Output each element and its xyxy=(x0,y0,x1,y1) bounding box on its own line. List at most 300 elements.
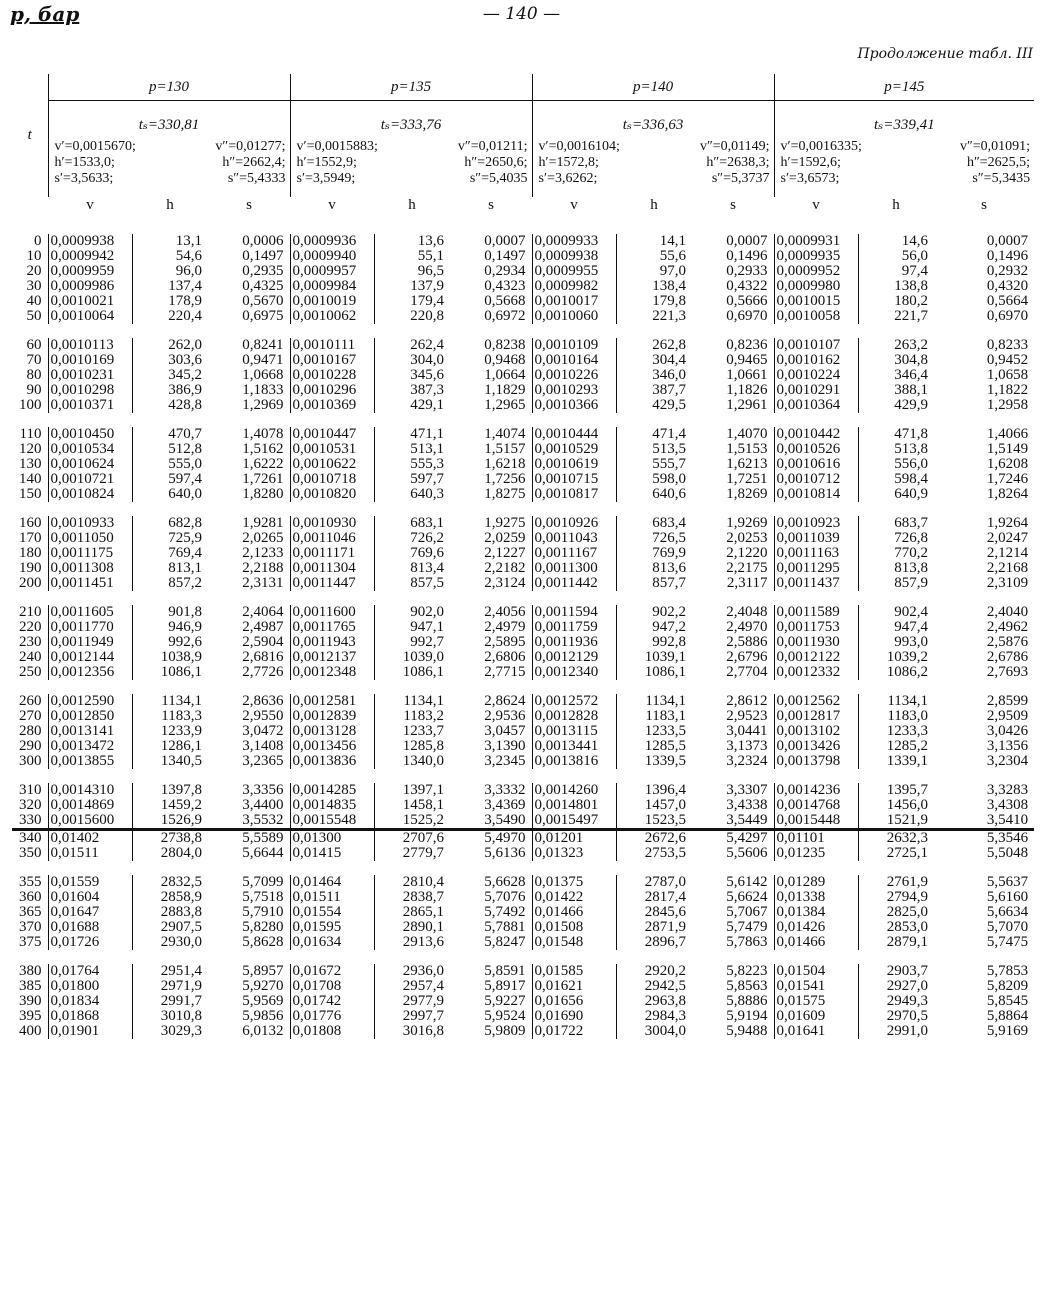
enthalpy-cell: 1459,2 xyxy=(160,797,202,813)
enthalpy-cell: 387,7 xyxy=(652,382,687,398)
enthalpy-cell: 3010,8 xyxy=(160,1008,202,1024)
entropy-cell: 0,1497 xyxy=(208,249,290,264)
specific-volume-cell: 0,0011171 xyxy=(290,546,374,561)
enthalpy-cell: 947,2 xyxy=(652,619,687,635)
temperature-cell: 365 xyxy=(12,905,48,920)
enthalpy-cell: 1285,5 xyxy=(644,738,687,754)
entropy-cell: 0,9468 xyxy=(450,353,532,368)
specific-volume-cell: 0,0011304 xyxy=(290,561,374,576)
saturation-value: h″=2662,4; xyxy=(222,155,286,170)
specific-volume-cell: 0,0010296 xyxy=(290,383,374,398)
enthalpy-cell: 2865,1 xyxy=(402,904,445,920)
specific-volume-cell: 0,0015448 xyxy=(774,813,858,830)
entropy-cell: 1,0664 xyxy=(450,368,532,383)
specific-volume-cell: 0,0012581 xyxy=(290,694,374,709)
entropy-cell: 0,1496 xyxy=(692,249,774,264)
entropy-cell: 5,8864 xyxy=(986,1008,1029,1024)
entropy-cell: 0,6975 xyxy=(208,309,290,324)
column-label-h: h xyxy=(650,197,658,213)
enthalpy-cell: 428,8 xyxy=(168,397,202,413)
specific-volume-cell: 0,0010169 xyxy=(48,353,132,368)
entropy-cell: 0,0006 xyxy=(208,234,290,249)
entropy-cell: 1,7251 xyxy=(692,472,774,487)
group-spacer xyxy=(12,324,1034,338)
entropy-cell: 1,1826 xyxy=(692,383,774,398)
entropy-cell: 1,4078 xyxy=(208,427,290,442)
entropy-cell: 2,7693 xyxy=(986,664,1029,680)
group-spacer xyxy=(12,861,1034,875)
specific-volume-cell: 0,01466 xyxy=(774,935,858,950)
entropy-cell: 1,2965 xyxy=(450,398,532,413)
enthalpy-cell: 1134,1 xyxy=(161,693,202,709)
temperature-cell: 350 xyxy=(12,846,48,861)
entropy-cell: 5,8957 xyxy=(208,964,290,979)
entropy-cell: 1,1833 xyxy=(208,383,290,398)
specific-volume-cell: 0,0012137 xyxy=(290,650,374,665)
specific-volume-cell: 0,0012356 xyxy=(48,665,132,680)
entropy-cell: 3,1356 xyxy=(986,738,1029,754)
table-row xyxy=(12,546,1034,561)
entropy-cell: 2,2182 xyxy=(450,561,532,576)
table-row xyxy=(12,739,1034,754)
entropy-cell: 0,5668 xyxy=(450,294,532,309)
specific-volume-cell: 0,01541 xyxy=(774,979,858,994)
enthalpy-cell: 1456,0 xyxy=(886,797,929,813)
enthalpy-cell: 13,1 xyxy=(175,233,202,249)
specific-volume-cell: 0,0011295 xyxy=(774,561,858,576)
specific-volume-cell: 0,0010447 xyxy=(290,427,374,442)
entropy-cell: 5,7863 xyxy=(692,935,774,950)
enthalpy-cell: 640,9 xyxy=(894,486,929,502)
page-number: — 140 — xyxy=(482,4,561,24)
entropy-cell: 5,7910 xyxy=(208,905,290,920)
enthalpy-cell: 1134,1 xyxy=(645,693,687,709)
table-row xyxy=(12,709,1034,724)
specific-volume-cell: 0,0010926 xyxy=(532,516,616,531)
enthalpy-cell: 97,0 xyxy=(659,263,687,279)
enthalpy-cell: 346,4 xyxy=(894,367,929,383)
entropy-cell: 1,6218 xyxy=(450,457,532,472)
specific-volume-cell: 0,01511 xyxy=(48,846,132,861)
specific-volume-cell: 0,0010226 xyxy=(532,368,616,383)
specific-volume-cell: 0,0010021 xyxy=(48,294,132,309)
enthalpy-cell: 1038,9 xyxy=(160,649,202,665)
entropy-cell: 2,4979 xyxy=(450,620,532,635)
specific-volume-cell: 0,0012562 xyxy=(774,694,858,709)
entropy-cell: 0,4323 xyxy=(450,279,532,294)
table-row xyxy=(12,754,1034,769)
entropy-cell: 2,1227 xyxy=(450,546,532,561)
entropy-cell: 2,3117 xyxy=(692,576,774,591)
enthalpy-cell: 1526,9 xyxy=(160,812,202,828)
saturation-value: s″=5,4333 xyxy=(227,171,286,186)
specific-volume-cell: 0,01688 xyxy=(48,920,132,935)
enthalpy-cell: 512,8 xyxy=(168,441,202,457)
enthalpy-cell: 2957,4 xyxy=(402,978,445,994)
entropy-cell: 3,2345 xyxy=(450,754,532,769)
entropy-cell: 5,4970 xyxy=(450,830,532,847)
enthalpy-cell: 304,0 xyxy=(410,352,445,368)
entropy-cell: 3,4369 xyxy=(450,798,532,813)
enthalpy-cell: 387,3 xyxy=(410,382,445,398)
specific-volume-cell: 0,0012839 xyxy=(290,709,374,724)
temperature-cell: 355 xyxy=(12,875,48,890)
column-label-v: v xyxy=(812,197,820,213)
saturation-temperature: tₛ=336,63 xyxy=(532,101,774,140)
table-row xyxy=(12,920,1034,935)
table-row xyxy=(12,979,1034,994)
enthalpy-cell: 2672,6 xyxy=(616,830,692,847)
group-spacer xyxy=(12,413,1034,427)
specific-volume-cell: 0,0013128 xyxy=(290,724,374,739)
enthalpy-cell: 857,9 xyxy=(894,575,929,591)
entropy-cell: 5,7099 xyxy=(208,875,290,890)
specific-volume-cell: 0,0010930 xyxy=(290,516,374,531)
saturation-value: h′=1592,6; xyxy=(780,155,841,170)
entropy-cell: 0,2933 xyxy=(692,264,774,279)
entropy-cell: 2,5895 xyxy=(450,635,532,650)
specific-volume-cell: 0,0009940 xyxy=(290,249,374,264)
enthalpy-cell: 386,9 xyxy=(168,382,202,398)
specific-volume-cell: 0,0013855 xyxy=(48,754,132,769)
temperature-cell: 120 xyxy=(12,442,48,457)
temperature-cell: 90 xyxy=(12,383,48,398)
temperature-cell: 140 xyxy=(12,472,48,487)
entropy-cell: 3,0441 xyxy=(692,724,774,739)
enthalpy-cell: 857,2 xyxy=(168,575,202,591)
enthalpy-cell: 180,2 xyxy=(894,293,929,309)
temperature-cell: 210 xyxy=(12,605,48,620)
specific-volume-cell: 0,0009982 xyxy=(532,279,616,294)
table-row xyxy=(12,561,1034,576)
enthalpy-cell: 992,6 xyxy=(168,634,202,650)
entropy-cell: 1,2961 xyxy=(692,398,774,413)
specific-volume-cell: 0,0013426 xyxy=(774,739,858,754)
enthalpy-cell: 1395,7 xyxy=(886,782,929,798)
pressure-header: p=140 xyxy=(532,74,774,101)
enthalpy-cell: 221,7 xyxy=(894,308,929,324)
entropy-cell: 5,9270 xyxy=(208,979,290,994)
enthalpy-cell: 2936,0 xyxy=(402,963,445,979)
specific-volume-cell: 0,0010444 xyxy=(532,427,616,442)
entropy-cell: 3,0472 xyxy=(208,724,290,739)
enthalpy-cell: 346,0 xyxy=(652,367,687,383)
entropy-cell: 1,6208 xyxy=(986,456,1029,472)
pressure-header: p=145 xyxy=(774,74,1034,101)
temperature-cell: 60 xyxy=(12,338,48,353)
entropy-cell: 5,9194 xyxy=(692,1009,774,1024)
entropy-cell: 2,2175 xyxy=(692,561,774,576)
specific-volume-cell: 0,0010534 xyxy=(48,442,132,457)
entropy-cell: 5,7853 xyxy=(986,963,1029,979)
temperature-cell: 220 xyxy=(12,620,48,635)
entropy-cell: 1,5149 xyxy=(986,441,1029,457)
specific-volume-cell: 0,01585 xyxy=(532,964,616,979)
entropy-cell: 2,6786 xyxy=(986,649,1029,665)
enthalpy-cell: 726,5 xyxy=(652,530,687,546)
temperature-cell: 380 xyxy=(12,964,48,979)
enthalpy-cell: 138,4 xyxy=(652,278,687,294)
specific-volume-cell: 0,0014835 xyxy=(290,798,374,813)
temperature-cell: 180 xyxy=(12,546,48,561)
enthalpy-cell: 902,0 xyxy=(410,604,445,620)
specific-volume-cell: 0,0010820 xyxy=(290,487,374,502)
specific-volume-cell: 0,0014285 xyxy=(290,783,374,798)
enthalpy-cell: 2913,6 xyxy=(402,934,445,950)
saturation-value: v′=0,0015670; xyxy=(54,139,136,154)
enthalpy-cell: 947,4 xyxy=(894,619,929,635)
enthalpy-cell: 2761,9 xyxy=(886,874,929,890)
enthalpy-cell: 992,8 xyxy=(652,634,687,650)
entropy-cell: 2,4962 xyxy=(986,619,1029,635)
enthalpy-cell: 2949,3 xyxy=(886,993,929,1009)
table-row xyxy=(12,694,1034,709)
temperature-cell: 280 xyxy=(12,724,48,739)
entropy-cell: 1,6222 xyxy=(208,457,290,472)
entropy-cell: 2,6796 xyxy=(692,650,774,665)
enthalpy-cell: 1233,7 xyxy=(402,723,445,739)
specific-volume-cell: 0,0011442 xyxy=(532,576,616,591)
enthalpy-cell: 262,4 xyxy=(410,337,445,353)
enthalpy-cell: 640,6 xyxy=(652,486,687,502)
enthalpy-cell: 304,8 xyxy=(894,352,929,368)
entropy-cell: 1,0668 xyxy=(208,368,290,383)
entropy-cell: 3,1373 xyxy=(692,739,774,754)
entropy-cell: 3,4338 xyxy=(692,798,774,813)
subheader-blank xyxy=(12,197,48,214)
specific-volume-cell: 0,0012828 xyxy=(532,709,616,724)
group-spacer xyxy=(12,214,1034,234)
specific-volume-cell: 0,0011759 xyxy=(532,620,616,635)
enthalpy-cell: 857,5 xyxy=(410,575,445,591)
temperature-cell: 10 xyxy=(12,249,48,264)
enthalpy-cell: 640,3 xyxy=(410,486,445,502)
steam-properties-table xyxy=(12,74,1034,1039)
specific-volume-cell: 0,0014801 xyxy=(532,798,616,813)
specific-volume-cell: 0,0011039 xyxy=(774,531,858,546)
specific-volume-cell: 0,0009959 xyxy=(48,264,132,279)
table-row xyxy=(12,457,1034,472)
entropy-cell: 2,7704 xyxy=(692,665,774,680)
enthalpy-cell: 1340,5 xyxy=(160,753,202,769)
specific-volume-cell: 0,0011046 xyxy=(290,531,374,546)
entropy-cell: 5,9856 xyxy=(208,1009,290,1024)
specific-volume-cell: 0,01422 xyxy=(532,890,616,905)
specific-volume-cell: 0,0010164 xyxy=(532,353,616,368)
entropy-cell: 2,3124 xyxy=(450,576,532,591)
entropy-cell: 2,5886 xyxy=(692,635,774,650)
enthalpy-cell: 1340,0 xyxy=(402,753,445,769)
specific-volume-cell: 0,0009984 xyxy=(290,279,374,294)
saturation-value: v′=0,0016335; xyxy=(780,139,862,154)
specific-volume-cell: 0,01559 xyxy=(48,875,132,890)
specific-volume-cell: 0,0010933 xyxy=(48,516,132,531)
entropy-cell: 5,7070 xyxy=(986,919,1029,935)
specific-volume-cell: 0,0010113 xyxy=(48,338,132,353)
specific-volume-cell: 0,01726 xyxy=(48,935,132,950)
table-row xyxy=(12,605,1034,620)
specific-volume-cell: 0,0012590 xyxy=(48,694,132,709)
entropy-cell: 5,7881 xyxy=(450,920,532,935)
enthalpy-cell: 1039,0 xyxy=(402,649,445,665)
enthalpy-cell: 13,6 xyxy=(417,233,445,249)
column-label-v: v xyxy=(570,197,578,213)
enthalpy-cell: 682,8 xyxy=(168,515,202,531)
enthalpy-cell: 1457,0 xyxy=(644,797,687,813)
enthalpy-cell: 555,7 xyxy=(652,456,687,472)
specific-volume-cell: 0,01235 xyxy=(774,846,858,861)
entropy-cell: 0,9465 xyxy=(692,353,774,368)
entropy-cell: 2,4056 xyxy=(450,605,532,620)
specific-volume-cell: 0,0010162 xyxy=(774,353,858,368)
enthalpy-cell: 1286,1 xyxy=(160,738,202,754)
enthalpy-cell: 1525,2 xyxy=(402,812,445,828)
saturation-properties xyxy=(290,139,532,197)
enthalpy-cell: 555,0 xyxy=(168,456,202,472)
enthalpy-cell: 1339,1 xyxy=(886,753,929,769)
group-spacer xyxy=(12,769,1034,783)
specific-volume-cell: 0,0010369 xyxy=(290,398,374,413)
enthalpy-cell: 902,4 xyxy=(894,604,929,620)
specific-volume-cell: 0,0010814 xyxy=(774,487,858,502)
column-label-s: s xyxy=(730,197,736,213)
specific-volume-cell: 0,0012144 xyxy=(48,650,132,665)
enthalpy-cell: 513,1 xyxy=(410,441,445,457)
specific-volume-cell: 0,0013456 xyxy=(290,739,374,754)
enthalpy-cell: 2991,0 xyxy=(886,1023,929,1039)
enthalpy-cell: 2977,9 xyxy=(402,993,445,1009)
enthalpy-cell: 1183,0 xyxy=(887,708,929,724)
specific-volume-cell: 0,01402 xyxy=(48,830,132,847)
specific-volume-cell: 0,0010824 xyxy=(48,487,132,502)
specific-volume-cell: 0,01201 xyxy=(532,830,616,847)
specific-volume-cell: 0,0011050 xyxy=(48,531,132,546)
saturation-temperature: tₛ=330,81 xyxy=(138,116,200,133)
table-row xyxy=(12,830,1034,847)
specific-volume-cell: 0,0011943 xyxy=(290,635,374,650)
specific-volume-cell: 0,0011447 xyxy=(290,576,374,591)
specific-volume-cell: 0,01101 xyxy=(774,830,858,847)
temperature-cell: 300 xyxy=(12,754,48,769)
entropy-cell: 3,3283 xyxy=(986,782,1029,798)
entropy-cell: 3,3356 xyxy=(208,783,290,798)
specific-volume-cell: 0,0011589 xyxy=(774,605,858,620)
enthalpy-cell: 2632,3 xyxy=(858,830,934,847)
enthalpy-cell: 137,4 xyxy=(168,278,202,294)
specific-volume-cell: 0,0010712 xyxy=(774,472,858,487)
enthalpy-cell: 2890,1 xyxy=(402,919,445,935)
entropy-cell: 2,4040 xyxy=(986,604,1029,620)
specific-volume-cell: 0,01554 xyxy=(290,905,374,920)
enthalpy-cell: 1285,2 xyxy=(886,738,929,754)
specific-volume-cell: 0,0011949 xyxy=(48,635,132,650)
entropy-cell: 1,0661 xyxy=(692,368,774,383)
table-row xyxy=(12,531,1034,546)
enthalpy-cell: 813,6 xyxy=(652,560,687,576)
saturation-value: s′=3,6262; xyxy=(538,171,598,186)
specific-volume-cell: 0,01868 xyxy=(48,1009,132,1024)
table-row xyxy=(12,279,1034,294)
entropy-cell: 5,7479 xyxy=(692,920,774,935)
enthalpy-cell: 947,1 xyxy=(410,619,445,635)
entropy-cell: 5,6142 xyxy=(692,875,774,890)
specific-volume-cell: 0,0013836 xyxy=(290,754,374,769)
saturation-value: s″=5,4035 xyxy=(469,171,528,186)
saturation-value: h′=1572,8; xyxy=(538,155,599,170)
enthalpy-cell: 470,7 xyxy=(168,426,202,442)
entropy-cell: 0,2934 xyxy=(450,264,532,279)
entropy-cell: 0,5670 xyxy=(208,294,290,309)
enthalpy-cell: 97,4 xyxy=(901,263,929,279)
specific-volume-cell: 0,0011167 xyxy=(532,546,616,561)
entropy-cell: 5,9809 xyxy=(450,1024,532,1039)
specific-volume-cell: 0,0010364 xyxy=(774,398,858,413)
enthalpy-cell: 1523,5 xyxy=(644,812,687,828)
entropy-cell: 2,1214 xyxy=(986,545,1029,561)
enthalpy-cell: 770,2 xyxy=(894,545,929,561)
entropy-cell: 0,8233 xyxy=(986,337,1029,353)
specific-volume-cell: 0,01508 xyxy=(532,920,616,935)
entropy-cell: 2,8636 xyxy=(208,694,290,709)
enthalpy-cell: 513,5 xyxy=(652,441,687,457)
enthalpy-cell: 2984,3 xyxy=(644,1008,687,1024)
specific-volume-cell: 0,01415 xyxy=(290,846,374,861)
specific-volume-cell: 0,0014310 xyxy=(48,783,132,798)
entropy-cell: 1,1829 xyxy=(450,383,532,398)
enthalpy-cell: 2825,0 xyxy=(886,904,929,920)
saturation-value: v′=0,0015883; xyxy=(296,139,378,154)
specific-volume-cell: 0,0010231 xyxy=(48,368,132,383)
entropy-cell: 0,0007 xyxy=(986,233,1029,249)
saturation-value: s′=3,6573; xyxy=(780,171,840,186)
enthalpy-cell: 1183,2 xyxy=(403,708,445,724)
specific-volume-cell: 0,0011300 xyxy=(532,561,616,576)
specific-volume-cell: 0,0010616 xyxy=(774,457,858,472)
enthalpy-cell: 2907,5 xyxy=(160,919,202,935)
specific-volume-cell: 0,0010526 xyxy=(774,442,858,457)
enthalpy-cell: 769,6 xyxy=(410,545,445,561)
specific-volume-cell: 0,0010718 xyxy=(290,472,374,487)
enthalpy-cell: 303,6 xyxy=(168,352,202,368)
entropy-cell: 5,8545 xyxy=(986,993,1029,1009)
specific-volume-cell: 0,0010167 xyxy=(290,353,374,368)
entropy-cell: 5,6644 xyxy=(208,846,290,861)
enthalpy-cell: 993,0 xyxy=(894,634,929,650)
column-label-v: v xyxy=(86,197,94,213)
table-row xyxy=(12,846,1034,861)
temperature-cell: 385 xyxy=(12,979,48,994)
specific-volume-cell: 0,0010111 xyxy=(290,338,374,353)
enthalpy-cell: 2903,7 xyxy=(886,963,929,979)
specific-volume-cell: 0,0010109 xyxy=(532,338,616,353)
specific-volume-cell: 0,01641 xyxy=(774,1024,858,1039)
entropy-cell: 1,5157 xyxy=(450,442,532,457)
entropy-cell: 6,0132 xyxy=(208,1024,290,1039)
enthalpy-cell: 220,4 xyxy=(168,308,202,324)
entropy-cell: 5,9169 xyxy=(986,1023,1029,1039)
entropy-cell: 3,4308 xyxy=(986,797,1029,813)
enthalpy-cell: 1397,1 xyxy=(402,782,445,798)
enthalpy-cell: 1086,2 xyxy=(886,664,929,680)
specific-volume-cell: 0,0010923 xyxy=(774,516,858,531)
specific-volume-cell: 0,01690 xyxy=(532,1009,616,1024)
specific-volume-cell: 0,0011594 xyxy=(532,605,616,620)
specific-volume-cell: 0,0014768 xyxy=(774,798,858,813)
specific-volume-cell: 0,0010291 xyxy=(774,383,858,398)
entropy-cell: 1,8275 xyxy=(450,487,532,502)
entropy-cell: 0,4322 xyxy=(692,279,774,294)
specific-volume-cell: 0,01764 xyxy=(48,964,132,979)
